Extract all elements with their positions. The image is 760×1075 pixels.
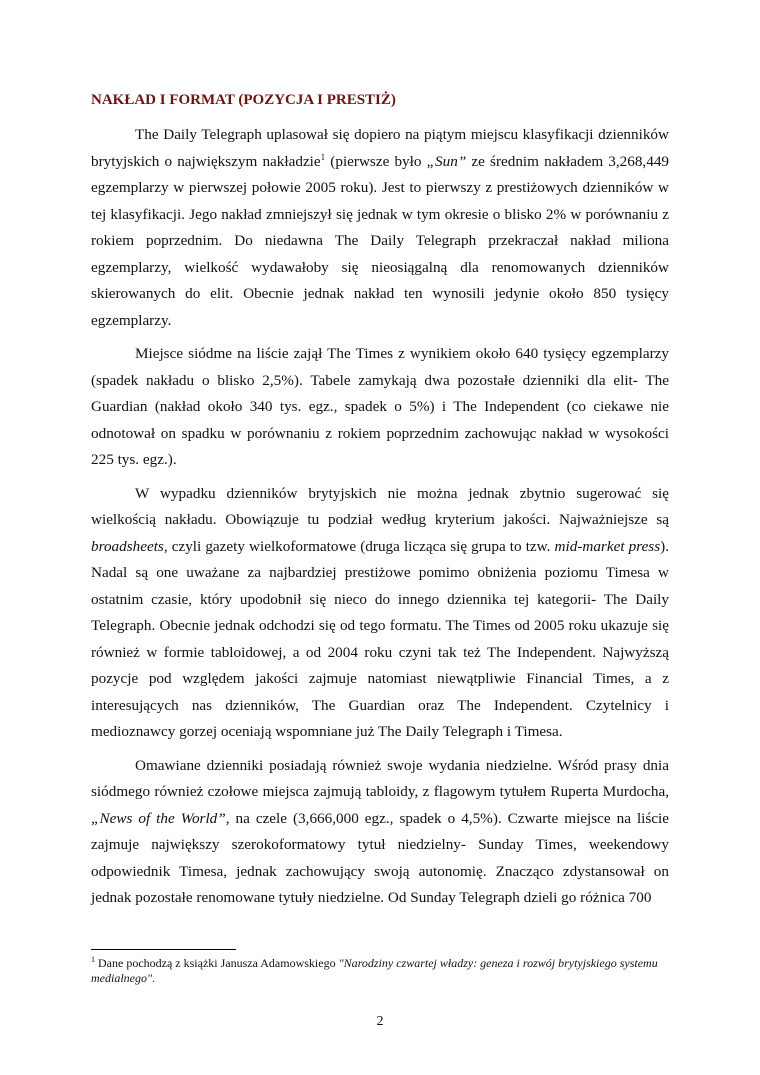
paragraph-4: Omawiane dzienniki posiadają również swoje wydania niedzielne. Wśród prasy dnia siódmego również czołowe miejsca zajmują tabloidy, z flagowym tytułem Ruperta Murdocha, „News of the World”, na czele (3,666,000 egz., spadek o 4,5%). Czwarte miejsce na liście zajmuje największy szerokoformatowy tytuł niedzielny- Sunday Times, weekendowy odpowiednik Timesa, jednak zachowujący swoją autonomię. Znacząco zdystansował on jednak pozostałe renomowane tytuły niedzielne. Od Sunday Telegraph dzieli go różnica 700: [91, 756, 670, 906]
document-body: [91, 122, 669, 919]
footnote-separator: [91, 949, 236, 950]
footnote-reference[interactable]: 1: [320, 151, 326, 162]
paragraph-1: The Daily Telegraph uplasował się dopiero na piątym miejscu klasyfikacji dzienników brytyjskich o największym nakładzie$^1$ (pierwsze było „Sun” ze średnim nakładem 3,268,449 egzemplarzy w pierwszej połowie 2005 roku). Jest to pierwszy z prestiżowych dzienników w tej klasyfikacji. Jego nakład zmniejszył się jednak w tym okresie o blisko 2% w porównaniu z rokiem poprzednim. Do niedawna The Daily Telegraph przekraczał nakład miliona egzemplarzy, wielkość wydawałoby się nieosiągalną dla renomowanych dzienników skierowanych do elit. Obecnie jednak nakład ten wynosili jedynie około 850 tysięcy egzemplarzy.: [91, 126, 670, 329]
footnote: $^1$ Dane pochodzą z książki Janusza Adamowskiego "Narodziny czwartej władzy: geneza i rozwój brytyjskiego systemu medialnego".: [91, 955, 658, 985]
page-number: 2: [376, 1014, 384, 1029]
section-heading: NAKŁAD I FORMAT (POZYCJA I PRESTIŻ): [91, 92, 396, 108]
paragraph-3: W wypadku dzienników brytyjskich nie można jednak zbytnio sugerować się wielkością nakładu. Obowiązuje tu podział według kryterium jakości. Najważniejsze są broadsheets, czyli gazety wielkoformatowe (druga licząca się grupa to tzw. mid-market press). Nadal są one uważane za najbardziej prestiżowe pomimo obniżenia poziomu Timesa w ostatnim czasie, który upodobnił się nieco do innego dziennika tej kategorii- The Daily Telegraph. Obecnie jednak odchodzi się od tego formatu. The Times od 2005 roku ukazuje się również w formie tabloidowej, a od 2004 roku czyni tak też The Independent. Najwyższą pozycje pod względem jakości zajmuje natomiast niewątpliwie Financial Times, a z interesujących nas dzienników, The Guardian oraz The Independent. Czytelnicy i medioznawcy gorzej oceniają wspomniane już The Daily Telegraph i Timesa.: [91, 484, 669, 740]
paragraph-2: Miejsce siódme na liście zajął The Times z wynikiem około 640 tysięcy egzemplarzy (spadek nakładu o blisko 2,5%). Tabele zamykają dwa pozostałe dzienniki dla elit- The Guardian (nakład około 340 tys. egz., spadek o 5%) i The Independent (co ciekawe nie odnotował on spadku w porównaniu z rokiem poprzednim zachowując nakład w wysokości 225 tys. egz.).: [91, 345, 669, 468]
footnote-number: 1: [91, 955, 95, 964]
